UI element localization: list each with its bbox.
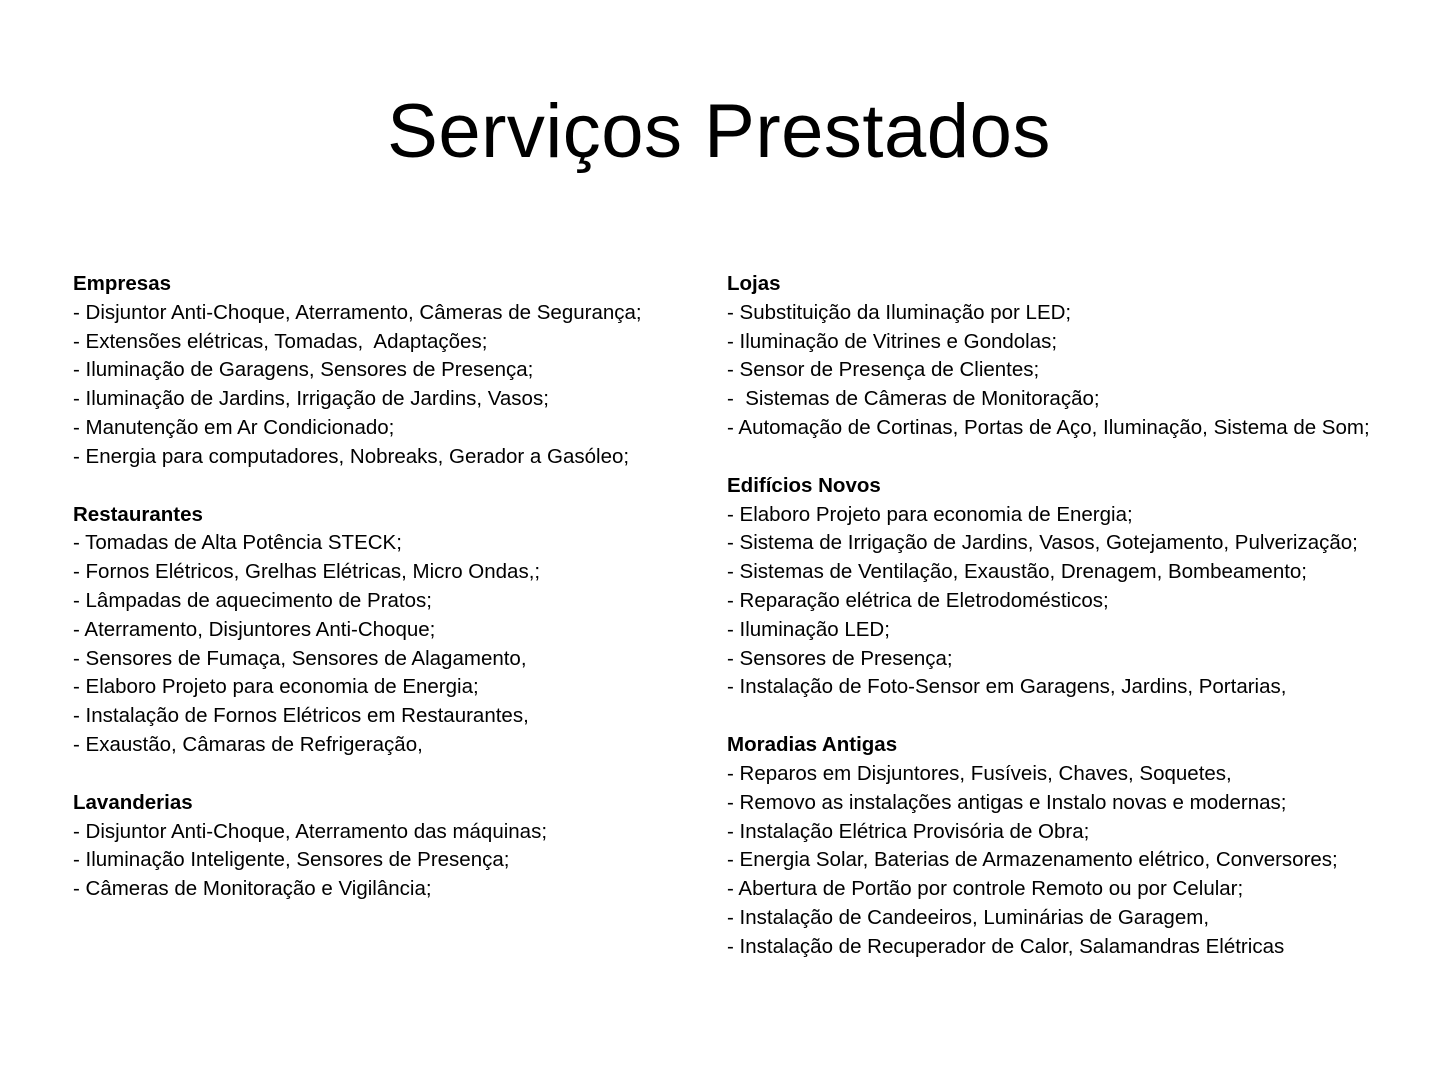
list-item: - Substituição da Iluminação por LED;	[727, 300, 1072, 324]
section-lojas	[727, 270, 1387, 443]
section-edificios-novos	[727, 472, 1387, 702]
list-item: - Sensores de Presença;	[727, 646, 953, 670]
list-item: - Disjuntor Anti-Choque, Aterramento, Câmeras de Segurança;	[73, 300, 642, 324]
list-item: - Elaboro Projeto para economia de Energia;	[727, 502, 1133, 526]
list-item: - Tomadas de Alta Potência STECK;	[73, 531, 402, 555]
list-item: - Elaboro Projeto para economia de Energia;	[73, 675, 479, 699]
list-item: - Sistema de Irrigação de Jardins, Vasos, Gotejamento, Pulverização;	[727, 531, 1358, 555]
section-heading: Lavanderias	[73, 790, 193, 814]
list-item: - Aterramento, Disjuntores Anti-Choque;	[73, 617, 436, 641]
list-item: - Extensões elétricas, Tomadas, Adaptações;	[73, 329, 488, 353]
list-item: - Instalação de Candeeiros, Luminárias de Garagem,	[727, 905, 1210, 929]
list-item: - Sensor de Presença de Clientes;	[727, 358, 1040, 382]
list-item: - Iluminação de Vitrines e Gondolas;	[727, 329, 1058, 353]
list-item: - Câmeras de Monitoração e Vigilância;	[73, 877, 432, 901]
list-item: - Instalação de Recuperador de Calor, Salamandras Elétricas	[727, 934, 1285, 958]
section-heading: Moradias Antigas	[727, 733, 898, 757]
list-item: - Iluminação de Jardins, Irrigação de Jardins, Vasos;	[73, 387, 549, 411]
left-column	[73, 270, 703, 933]
list-item: - Sistemas de Ventilação, Exaustão, Drenagem, Bombeamento;	[727, 560, 1308, 584]
list-item: - Sistemas de Câmeras de Monitoração;	[727, 387, 1100, 411]
list-item: - Instalação de Foto-Sensor em Garagens, Jardins, Portarias,	[727, 675, 1287, 699]
section-heading: Restaurantes	[73, 502, 203, 526]
right-column	[727, 270, 1387, 991]
list-item: - Sensores de Fumaça, Sensores de Alagamento,	[73, 646, 527, 670]
section-lavanderias	[73, 789, 703, 904]
list-item: - Instalação de Fornos Elétricos em Restaurantes,	[73, 704, 529, 728]
list-item: - Reparos em Disjuntores, Fusíveis, Chaves, Soquetes,	[727, 761, 1232, 785]
list-item: - Manutenção em Ar Condicionado;	[73, 415, 395, 439]
list-item: - Iluminação de Garagens, Sensores de Presença;	[73, 358, 534, 382]
list-item: - Iluminação LED;	[727, 617, 890, 641]
section-restaurantes	[73, 501, 703, 760]
list-item: - Lâmpadas de aquecimento de Pratos;	[73, 588, 432, 612]
list-item: - Fornos Elétricos, Grelhas Elétricas, Micro Ondas,;	[73, 560, 541, 584]
list-item: - Abertura de Portão por controle Remoto ou por Celular;	[727, 877, 1244, 901]
section-heading: Lojas	[727, 272, 781, 295]
list-item: - Energia para computadores, Nobreaks, Gerador a Gasóleo;	[73, 444, 630, 468]
section-moradias-antigas	[727, 731, 1387, 961]
list-item: - Reparação elétrica de Eletrodomésticos;	[727, 588, 1109, 612]
list-item: - Removo as instalações antigas e Instalo novas e modernas;	[727, 790, 1287, 814]
section-empresas	[73, 270, 703, 472]
section-heading: Empresas	[73, 272, 172, 295]
list-item: - Iluminação Inteligente, Sensores de Presença;	[73, 848, 510, 872]
section-heading: Edifícios Novos	[727, 473, 881, 497]
list-item: - Instalação Elétrica Provisória de Obra;	[727, 819, 1090, 843]
list-item: - Automação de Cortinas, Portas de Aço, Iluminação, Sistema de Som;	[727, 415, 1370, 439]
page-title: Serviços Prestados	[387, 89, 1051, 174]
list-item: - Energia Solar, Baterias de Armazenamento elétrico, Conversores;	[727, 848, 1338, 872]
list-item: - Disjuntor Anti-Choque, Aterramento das máquinas;	[73, 819, 548, 843]
list-item: - Exaustão, Câmaras de Refrigeração,	[73, 732, 423, 756]
